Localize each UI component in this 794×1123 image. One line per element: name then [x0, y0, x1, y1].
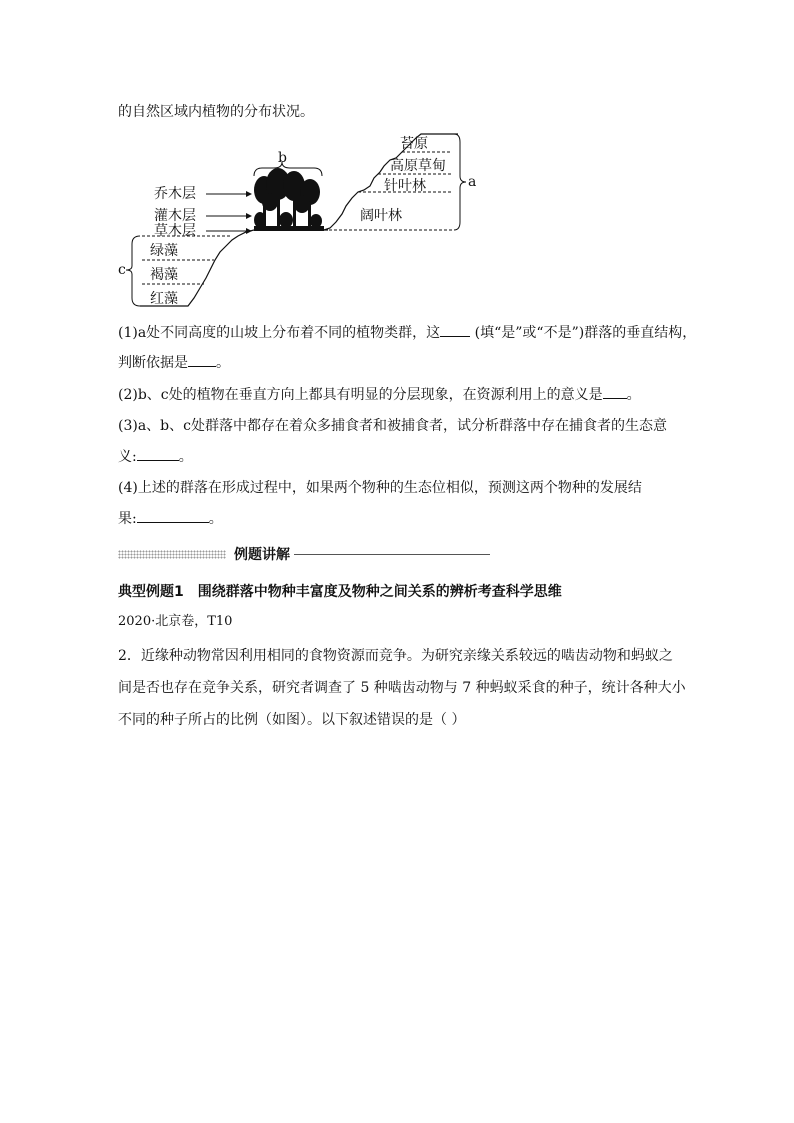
section-banner — [118, 544, 490, 566]
question-3-line-1: (3)a、b、c处群落中都存在着众多捕食者和被捕食者，试分析群落中存在捕食者的生态意 — [118, 418, 667, 434]
answer-blank-q3[interactable] — [137, 446, 179, 461]
label-a: a — [468, 174, 477, 190]
answer-blank-q1b[interactable] — [188, 352, 216, 367]
question-3-line-2: 义: 。 — [118, 446, 193, 467]
plant-distribution-figure — [118, 128, 478, 310]
example-question-line-3: 不同的种子所占的比例（如图）。以下叙述错误的是（ ） — [118, 712, 466, 728]
algae-red: 红藻 — [150, 291, 178, 307]
algae-green: 绿藻 — [150, 243, 178, 259]
layer-herb: 草木层 — [154, 223, 196, 239]
example-source: 2020·北京卷，T10 — [118, 614, 233, 629]
layer-tree: 乔木层 — [154, 186, 196, 202]
algae-brown: 褐藻 — [150, 267, 178, 283]
question-4-line-1: (4)上述的群落在形成过程中，如果两个物种的生态位相似，预测这两个物种的发展结 — [118, 480, 642, 496]
zone-conifer: 针叶林 — [384, 178, 426, 194]
zone-tundra: 苔原 — [400, 136, 428, 152]
forest-icon — [254, 168, 324, 231]
zone-meadow: 高原草甸 — [390, 158, 446, 174]
label-c: c — [118, 262, 126, 278]
bracket-c — [126, 236, 140, 306]
question-1-line-1: (1)a处不同高度的山坡上分布着不同的植物类群，这 (填“是”或“不是”)群落的垂直结构， — [118, 322, 696, 343]
label-b: b — [278, 150, 287, 166]
layer-shrub: 灌木层 — [154, 208, 196, 224]
banner-rule — [294, 554, 490, 555]
example-question-line-2: 间是否也存在竞争关系，研究者调查了 5 种啮齿动物与 7 种蚂蚁采食的种子，统计各种大小 — [118, 680, 686, 696]
zone-broadleaf: 阔叶林 — [360, 208, 402, 224]
answer-blank-q1a[interactable] — [440, 322, 470, 337]
answer-blank-q4[interactable] — [137, 508, 209, 523]
banner-dots — [118, 550, 226, 559]
example-question-line-1: 2．近缘种动物常因利用相同的食物资源而竞争。为研究亲缘关系较远的啮齿动物和蚂蚁之 — [118, 648, 673, 664]
question-1-line-2: 判断依据是 。 — [118, 352, 230, 373]
example-title: 典型例题1 围绕群落中物种丰富度及物种之间关系的辨析考查科学思维 — [118, 584, 562, 600]
question-2: (2)b、c处的植物在垂直方向上都具有明显的分层现象，在资源利用上的意义是 。 — [118, 384, 641, 405]
bracket-a — [454, 134, 466, 230]
answer-blank-q2[interactable] — [603, 384, 627, 399]
intro-line: 的自然区域内植物的分布状况。 — [118, 104, 314, 120]
question-4-line-2: 果: 。 — [118, 508, 223, 529]
banner-title: 例题讲解 — [230, 544, 294, 566]
